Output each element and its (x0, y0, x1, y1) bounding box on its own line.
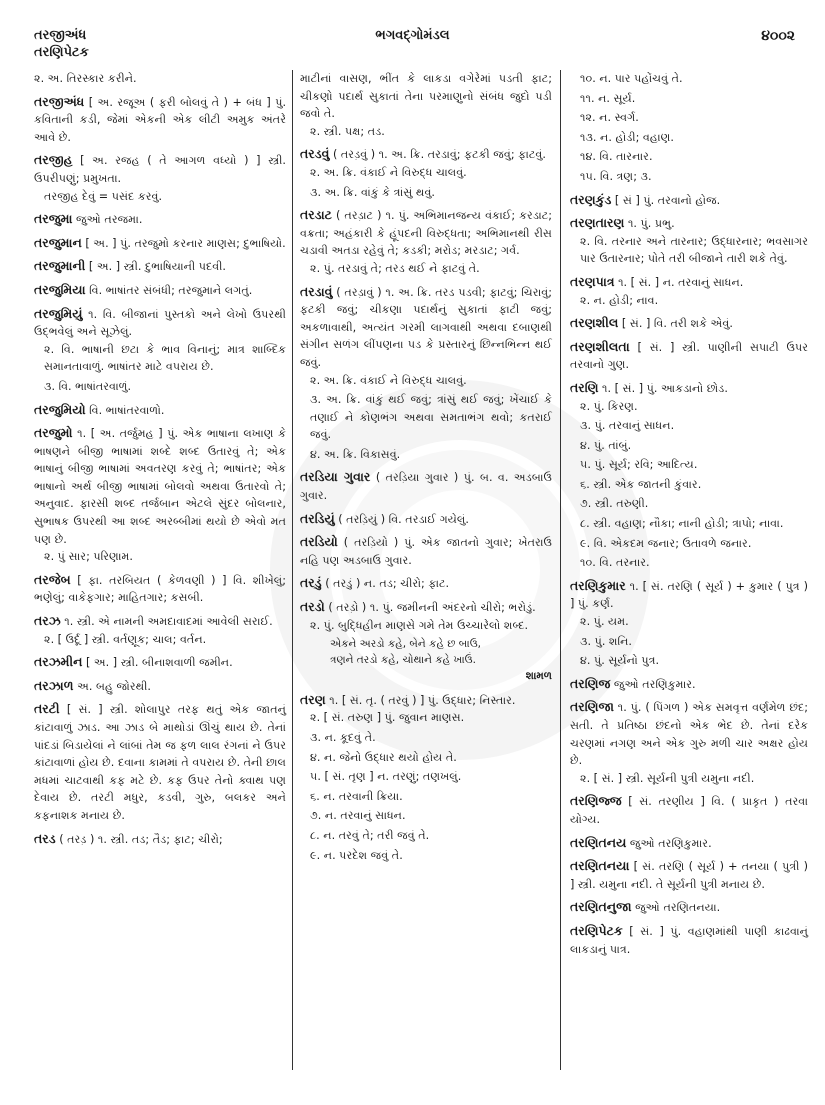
entry-definition: ૧. [ સં. તરણિ ( સૂર્ય ) + કુમાર ( પુત્ર ) ] પું. કર્ણ. (570, 579, 808, 611)
entry-headword: તરણિતનય (570, 834, 627, 850)
dictionary-entry (34, 151, 286, 205)
entry-sense: ૨. [ સં. ] સ્ત્રી. સૂર્યની પુત્રી યમુના નદી. (580, 771, 755, 785)
entry-sense: ૬. ન. તરવાની ક્રિયા. (310, 789, 403, 803)
entry-headword: તરણિપેટક (570, 922, 623, 938)
dictionary-entry (570, 273, 808, 309)
entry-definition: ( તરડ઼િયું ) વિ. તરડાઈ ગયેલું. (338, 512, 469, 526)
dictionary-entry (570, 675, 808, 694)
entry-sense: ૨. પું. કિરણ. (580, 399, 638, 413)
entry-quotation-line: એકને અરડો કહે, બેને કહે છ બાઉ, (330, 638, 481, 651)
entry-headword: તરજુમિયો (34, 401, 86, 417)
entry-sense: ૨. પું સાર; પરિણામ. (44, 550, 133, 564)
dictionary-entry (570, 379, 808, 572)
entry-sense: ૭. ન. તરવાનું સાધન. (310, 809, 406, 823)
dictionary-entry (34, 305, 286, 396)
dictionary-entry (34, 677, 286, 696)
entry-headword: તરડ (34, 830, 56, 846)
entry-headword: તરડો (300, 599, 325, 615)
entry-sense: ૪. ન. જેનો ઉદ્ધાર થયો હોય તે. (310, 750, 457, 764)
entry-sense: ૩. અ. ક્રિ. વાંકું થઈ જવું; ત્રાંસું થઈ જવું; ખેંચાઈ કે તણાઈ ને કોણભંગ અથવા સમતાભંગ થવો; કતરાઈ જવું. (310, 393, 552, 442)
dictionary-entry (34, 612, 286, 648)
dictionary-entry (570, 898, 808, 917)
dictionary-entry (300, 533, 552, 569)
entry-sense: ૫. [ સં. તૃણ ] ન. તરણું; તણખલું. (310, 770, 462, 784)
dictionary-entry (570, 214, 808, 268)
entry-sense: ૨. [ ઉર્દૂ ] સ્ત્રી. વર્તણૂક; ચાલ; વર્તન. (44, 632, 207, 646)
entry-sense: ૨. અ. ક્રિ. વંકાઈ ને વિરુદ્ધ ચાલવું. (310, 165, 467, 179)
entry-headword: તરજુમા (34, 211, 73, 227)
entry-definition: [ અ. રજૂઅ ( ફરી બોલવું તે ) + બંધ ] પું. કવિતાની કડી, જેમાં એકની એક લીટી અમુક અંતરે આવે છે. (34, 95, 287, 144)
entry-definition: [ સં. ] સ્ત્રી. પાણીની સપાટી ઉપર તરવાનો ગુણ. (570, 340, 808, 372)
entry-headword: તરણપાત્ર (570, 273, 615, 289)
entry-quotation-line: ત્રણને તરડો કહે, ચોથાને કહે ખાઉં. (330, 654, 476, 667)
column-divider (292, 70, 293, 1070)
entry-sense: ૯. ન. પરદેશ જવું તે. (310, 848, 403, 862)
entry-sense: ૨. સ્ત્રી. પક્ષ; તડ. (310, 124, 385, 138)
entry-definition: ( તરડ઼િયો ) પું. એક જાતનો ગુવાર; ખેતરાઉ નહિ પણ અડબાઉ ગુવાર. (300, 536, 552, 567)
entry-headword: તરજેબ (34, 571, 71, 587)
entry-sense: ૨. [ સં. તરુણ ] પું. જુવાન માણસ. (310, 711, 465, 725)
entry-definition: ( તરડ઼િયા ગુવાર ) પું. બ. વ. અડબાઉ ગુવાર. (300, 471, 553, 503)
entry-definition: [ સં. ] સ્ત્રી. શોલાપુર તરફ થતું એક જાતનું કાંટાવાળું ઝાડ. આ ઝાડ બે માથોડાં ઊંચું થાય છે. તેનાં પાંદડાં બિડાયેલાં ને લાંબાં તેમ જ ફળ લાલ રંગનાં ને ઉપર કાંટાવાળાં હોય છે. દવાના કામમાં તે વપરાય છે. તેની છાલ મધમાં ચાટવાથી કફ મટે છે. કફ ઉપર તેનો ક્વાથ પણ દેવાય છે. તરટી મધુર, કડવી, ગુરુ, બલકર અને કફનાશક મનાય છે. (34, 703, 286, 822)
entry-definition: ( તરડ઼ો ) ૧. પું. જમીનની અંદરનો ચીરો; ભરોડું. (328, 601, 536, 615)
entry-headword: તરણકુંડ (570, 191, 612, 207)
entry-headword: તરડિયા ગુવાર (300, 469, 371, 485)
dictionary-entry (34, 70, 286, 88)
entry-sense: ૧૧. ન. સૂર્ય. (580, 91, 636, 105)
entry-sense: ૭. સ્ત્રી. તરુણી. (580, 497, 649, 511)
dictionary-entry (34, 210, 286, 229)
entry-sense: ૨. વિ. તરનાર અને તારનાર; ઉદ્ધારનાર; ભવસાગર પાર ઉતારનાર; પોતે તરી બીજાને તારી શકે તેવું. (580, 234, 808, 266)
dictionary-entry (570, 834, 808, 853)
entry-definition: જુઓ તરણિતનયા. (635, 901, 721, 915)
entry-definition: ( તરડ઼ાવું ) ૧. અ. ક્રિ. તરડ પડવી; ફાટવું; ચિરાવું; ફટકી જવું; ચીકણા પદાર્થનું સુકાતાં ફાટી જવું; અકળાવાથી, અત્યંત ગરમી લાગવાથી અથવા દબાણથી સંગીન સળંગ લીંપણના પડ કે પ્રસ્તારનું છિન્નભિન્ન થઈ જવું. (300, 285, 552, 369)
entry-sense: ૧૦. ન. પાર પહોંચવું તે. (580, 72, 683, 85)
entry-headword: તરટી (34, 701, 60, 717)
entry-definition: વિ. ભાષાંતર સંબંધી; તરજુમાને લગતું. (89, 283, 253, 297)
entry-sense: ૩. પું. તરવાનું સાધન. (580, 419, 675, 433)
entry-headword: તરઝ (34, 613, 61, 629)
entry-sense: ૧૨. ન. સ્વર્ગ. (580, 111, 639, 125)
entry-headword: તરડાવું (300, 283, 333, 299)
entry-definition: [ અ. ] પું. તરજુમો કરનાર માણસ; દુભાષિયો. (85, 236, 286, 250)
entry-definition: [ સં. ] વિ. તરી શકે એવું. (621, 317, 733, 331)
entry-headword: તરણિ (570, 379, 599, 395)
entry-headword: તરણશીલતા (570, 338, 630, 354)
entry-definition: [ અ. રજહ ( તે આગળ વધ્યો ) ] સ્ત્રી. ઉપરીપણું; પ્રમુખતા. (34, 154, 286, 185)
entry-headword: તરઝાળ (34, 677, 74, 693)
entry-definition: [ અ. ] સ્ત્રી. બીનાશવાળી જમીન. (85, 656, 233, 670)
dictionary-entry (300, 468, 552, 504)
dictionary-entry (300, 70, 552, 140)
entry-sense: ૧૫. વિ. ત્રણ; ૩. (580, 169, 652, 183)
entry-definition: [ સં ] પું. તરવાનો હોજ. (614, 193, 721, 207)
dictionary-entry (34, 257, 286, 276)
entry-headword: તરડિયું (300, 510, 335, 526)
entry-definition: જુઓ તરણિકુમાર. (613, 677, 696, 691)
entry-definition: [ અ. ] સ્ત્રી. દુભાષિયાની પદવી. (88, 260, 226, 274)
entry-headword: તરજીઅંધ (34, 93, 85, 109)
entry-definition: ૧. [ સં. ] પું. આકડાનો છોડ. (602, 381, 728, 395)
dictionary-entry (570, 922, 808, 958)
entry-definition: ( તરડ઼વું ) ૧. અ. ક્રિ. તરડાવું; ફટકી જવું; ફાટવું. (332, 148, 546, 162)
entry-sense: ૨. પું. બુદ્ધિહીન માણસે ગમે તેમ ઉચ્ચારેલો શબ્દ. (310, 618, 529, 632)
dictionary-entry (570, 857, 808, 893)
entry-definition: ( તરડ઼ ) ૧. સ્ત્રી. તડ; તૈડ; ફાટ; ચીરો; (59, 832, 223, 846)
entry-sense: ૬. સ્ત્રી. એક જાતની કુંવાર. (580, 477, 702, 491)
entry-definition: ૧. [ સં. ] ન. તરવાનું સાધન. (618, 275, 744, 289)
entry-definition: જુઓ તરણિકુમાર. (629, 836, 712, 850)
entry-sense: ૨. અ. ક્રિ. વંકાઈ ને વિરુદ્ધ ચાલવું. (310, 373, 467, 387)
entry-sense: ૪. અ. ક્રિ. વિકાસવું. (310, 447, 401, 461)
dictionary-entry (34, 234, 286, 253)
dictionary-entry (570, 698, 808, 787)
entry-definition: ૧. વિ. બીજાનાં પુસ્તકો અને લેખો ઉપરથી ઉદ્ભવેલું અને સૂઝેલું. (34, 307, 286, 339)
entry-headword: તરણિજા (570, 699, 614, 715)
entry-sense: ૩. પું. શનિ. (580, 634, 632, 648)
column-right (570, 70, 808, 963)
entry-definition: ( તરડ઼ાટ ) ૧. પું. અભિમાનજન્ય વંકાઈ; કરડાટ; વક્રતા; અહંકારી કે હૂંપદની વિરુદ્ધતા; અભિમાનથી રીસ ચડાવી અતડા રહેવું તે; કડકી; મરોડ; મરડાટ; ગર્વ. (300, 209, 553, 258)
entry-headword: તરડું (300, 575, 322, 591)
entry-headword: તરજીહ (34, 152, 73, 168)
entry-definition: ૨. અ. તિરસ્કાર કરીને. (34, 72, 137, 85)
entry-headword: તરજુમાન (34, 234, 82, 250)
dictionary-entry (300, 510, 552, 529)
entry-sense: ૩. વિ. ભાષાંતરવાળું. (44, 379, 132, 393)
column-middle (300, 70, 552, 869)
dictionary-entry (34, 830, 286, 849)
dictionary-entry (570, 191, 808, 210)
entry-sense: ૩. ન. કૂદવું તે. (310, 731, 376, 744)
entry-definition: [ સં. તરણીય ] વિ. ( પ્રાકૃત ) તરવા યોગ્ય. (570, 795, 808, 826)
entry-sense: ૨. પું. યમ. (580, 615, 629, 629)
dictionary-entry (300, 283, 552, 464)
entry-definition: ૧. [ અ. તર્જુમહ ] પું. એક ભાષાના લખાણ કે ભાષણને બીજી ભાષામાં શબ્દે શબ્દ ઉતારવું તે; એક ભાષાનું બીજી ભાષામાં અવતરણ કરવું તે; ભાષાંતર; એક ભાષાનો અર્થ બીજી ભાષામાં બોલવો અથવા ઉતારવો તે; અનુવાદ. ફારસી શબ્દ તર્જબાન એટલે સુંદર બોલનાર, સુભાષક ઉપરથી આ શબ્દ અરબ્બીમાં થયો છે એવો મત પણ છે. (34, 427, 286, 546)
entry-sense: ૩. અ. ક્રિ. વાંકું કે ત્રાંસું થવું. (310, 185, 435, 199)
dictionary-entry (34, 653, 286, 672)
entry-sense: ૨. ન. હોડી; નાવ. (580, 293, 659, 307)
entry-sense: ૨. વિ. ભાષાની છટા કે ભાવ વિનાનું; માત્ર શાબ્દિક સમાનતાવાળું. ભાષાંતર માટે વપરાય છે. (44, 342, 286, 374)
dictionary-entry (34, 700, 286, 824)
entry-definition: ( તરડ઼ું ) ન. તડ; ચીરો; ફાટ. (325, 577, 450, 591)
entry-definition: ૧. પું. પ્રભુ. (627, 217, 675, 231)
entry-sense: તરજીહ દેવું = પસંદ કરવું. (44, 189, 163, 203)
dictionary-entry (34, 571, 286, 607)
entry-headword: તરણશીલ (570, 315, 619, 331)
dictionary-entry (34, 281, 286, 300)
page-header (0, 28, 825, 60)
entry-headword: તરણિતનયા (570, 858, 630, 874)
entry-citation: શામળ (525, 670, 552, 683)
entry-headword: તરણ (300, 691, 326, 707)
entry-headword: તરણતારણ (570, 215, 625, 231)
entry-sense: ૧૩. ન. હોડી; વહાણ. (580, 130, 674, 144)
entry-definition: ૧. સ્ત્રી. એ નામની અમદાવાદમાં આવેલી સરાઈ. (64, 615, 273, 629)
dictionary-entry (570, 792, 808, 828)
entry-headword: તરડિયો (300, 534, 338, 550)
entry-headword: તરઝમીન (34, 654, 83, 670)
column-divider (560, 70, 561, 1070)
entry-sense: ૮. ન. તરવું તે; તરી જવું તે. (310, 828, 430, 842)
entry-sense: ૪. પું. તાંબું. (580, 438, 632, 452)
entry-headword: તરણિકુમાર (570, 577, 626, 593)
entry-headword: તરજુમિયું (34, 305, 83, 321)
entry-headword: તરણિજ (570, 675, 611, 691)
entry-definition: ૧. [ સં. તૃ. ( તરવું ) ] પું. ઉદ્ધાર; નિસ્તાર. (329, 693, 516, 707)
dictionary-entry (300, 691, 552, 864)
dictionary-entry (34, 401, 286, 420)
column-left (34, 70, 286, 853)
dictionary-entry (570, 577, 808, 670)
page-number: ૪૦૦૨ (761, 28, 795, 44)
dictionary-entry (300, 598, 552, 686)
entry-definition: [ ફા. તરબિયત ( કેળવણી ) ] વિ. શીખેલું; ભણેલું; વાકેફગાર; માહિતગાર; કસબી. (34, 573, 286, 605)
dictionary-entry (34, 424, 286, 566)
dictionary-entry (300, 206, 552, 277)
entry-definition: વિ. ભાષાંતરવાળો. (89, 403, 165, 417)
dictionary-entry (300, 145, 552, 201)
dictionary-entry (34, 93, 286, 147)
entry-headword: તરણિતનુજા (570, 899, 632, 915)
entry-definition: [ સં. તરણિ ( સૂર્ય ) + તનયા ( પુત્રી ) ] સ્ત્રી. યમુના નદી. તે સૂર્યની પુત્રી મનાય છે. (570, 860, 808, 891)
guide-word-first: તરજીઅંધ (34, 28, 87, 43)
entry-definition: અ. બહુ જોરથી. (77, 679, 151, 693)
entry-sense: ૯. વિ. એકદમ જનાર; ઉતાવળે જનાર. (580, 536, 752, 550)
entry-definition: માટીનાં વાસણ, ભીંત કે લાકડા વગેરેમાં પડતી ફાટ; ચીકણો પદાર્થ સુકાતાં તેના પરમાણુનો સંબંધ જુદો પડી જવો તે. (300, 72, 552, 121)
entry-headword: તરડાટ (300, 207, 332, 223)
entry-headword: તરજુમાની (34, 258, 86, 274)
entry-definition: જુઓ તરજમા. (76, 213, 143, 227)
entry-sense: ૫. પું. સૂર્ય; રવિ; આદિત્ય. (580, 458, 698, 472)
dictionary-entry (300, 574, 552, 593)
guide-word-last: તરણિપેટક (34, 45, 89, 60)
entry-headword: તરડવું (300, 146, 330, 162)
entry-sense: ૨. પું. તરડાવું તે; તરડ થઈ ને ફાટવું તે. (310, 261, 480, 275)
entry-headword: તરજુમો (34, 425, 73, 441)
entry-definition: [ સં. ] પું. વહાણમાંથી પાણી કાઢવાનું લાકડાનું પાત્ર. (570, 924, 809, 956)
book-title: ભગવદ્ગોમંડલ (375, 28, 450, 43)
entry-sense: ૪. પું. સૂર્યનો પુત્ર. (580, 654, 660, 668)
entry-sense: ૧૪. વિ. તારનાર. (580, 150, 653, 164)
entry-sense: ૮. સ્ત્રી. વહાણ; નૌકા; નાની હોડી; ત્રાપો; નાવા. (580, 517, 784, 531)
dictionary-entry (570, 338, 808, 374)
entry-headword: તરજુમિયા (34, 281, 86, 297)
entry-headword: તરણિજ્જ (570, 793, 622, 809)
entry-definition: ૧. પું. ( પિંગળ ) એક સમવૃત્ત વર્ણમેળ છંદ; સતી. તે પ્રતિષ્ઠા છંદનો એક ભેદ છે. તેનાં દરેક ચરણમાં નગણ અને એક ગુરુ મળી ચાર અક્ષર હોય છે. (570, 701, 808, 768)
dictionary-entry (570, 70, 808, 186)
dictionary-entry (570, 314, 808, 333)
entry-sense: ૧૦. વિ. તરનાર. (580, 556, 650, 570)
